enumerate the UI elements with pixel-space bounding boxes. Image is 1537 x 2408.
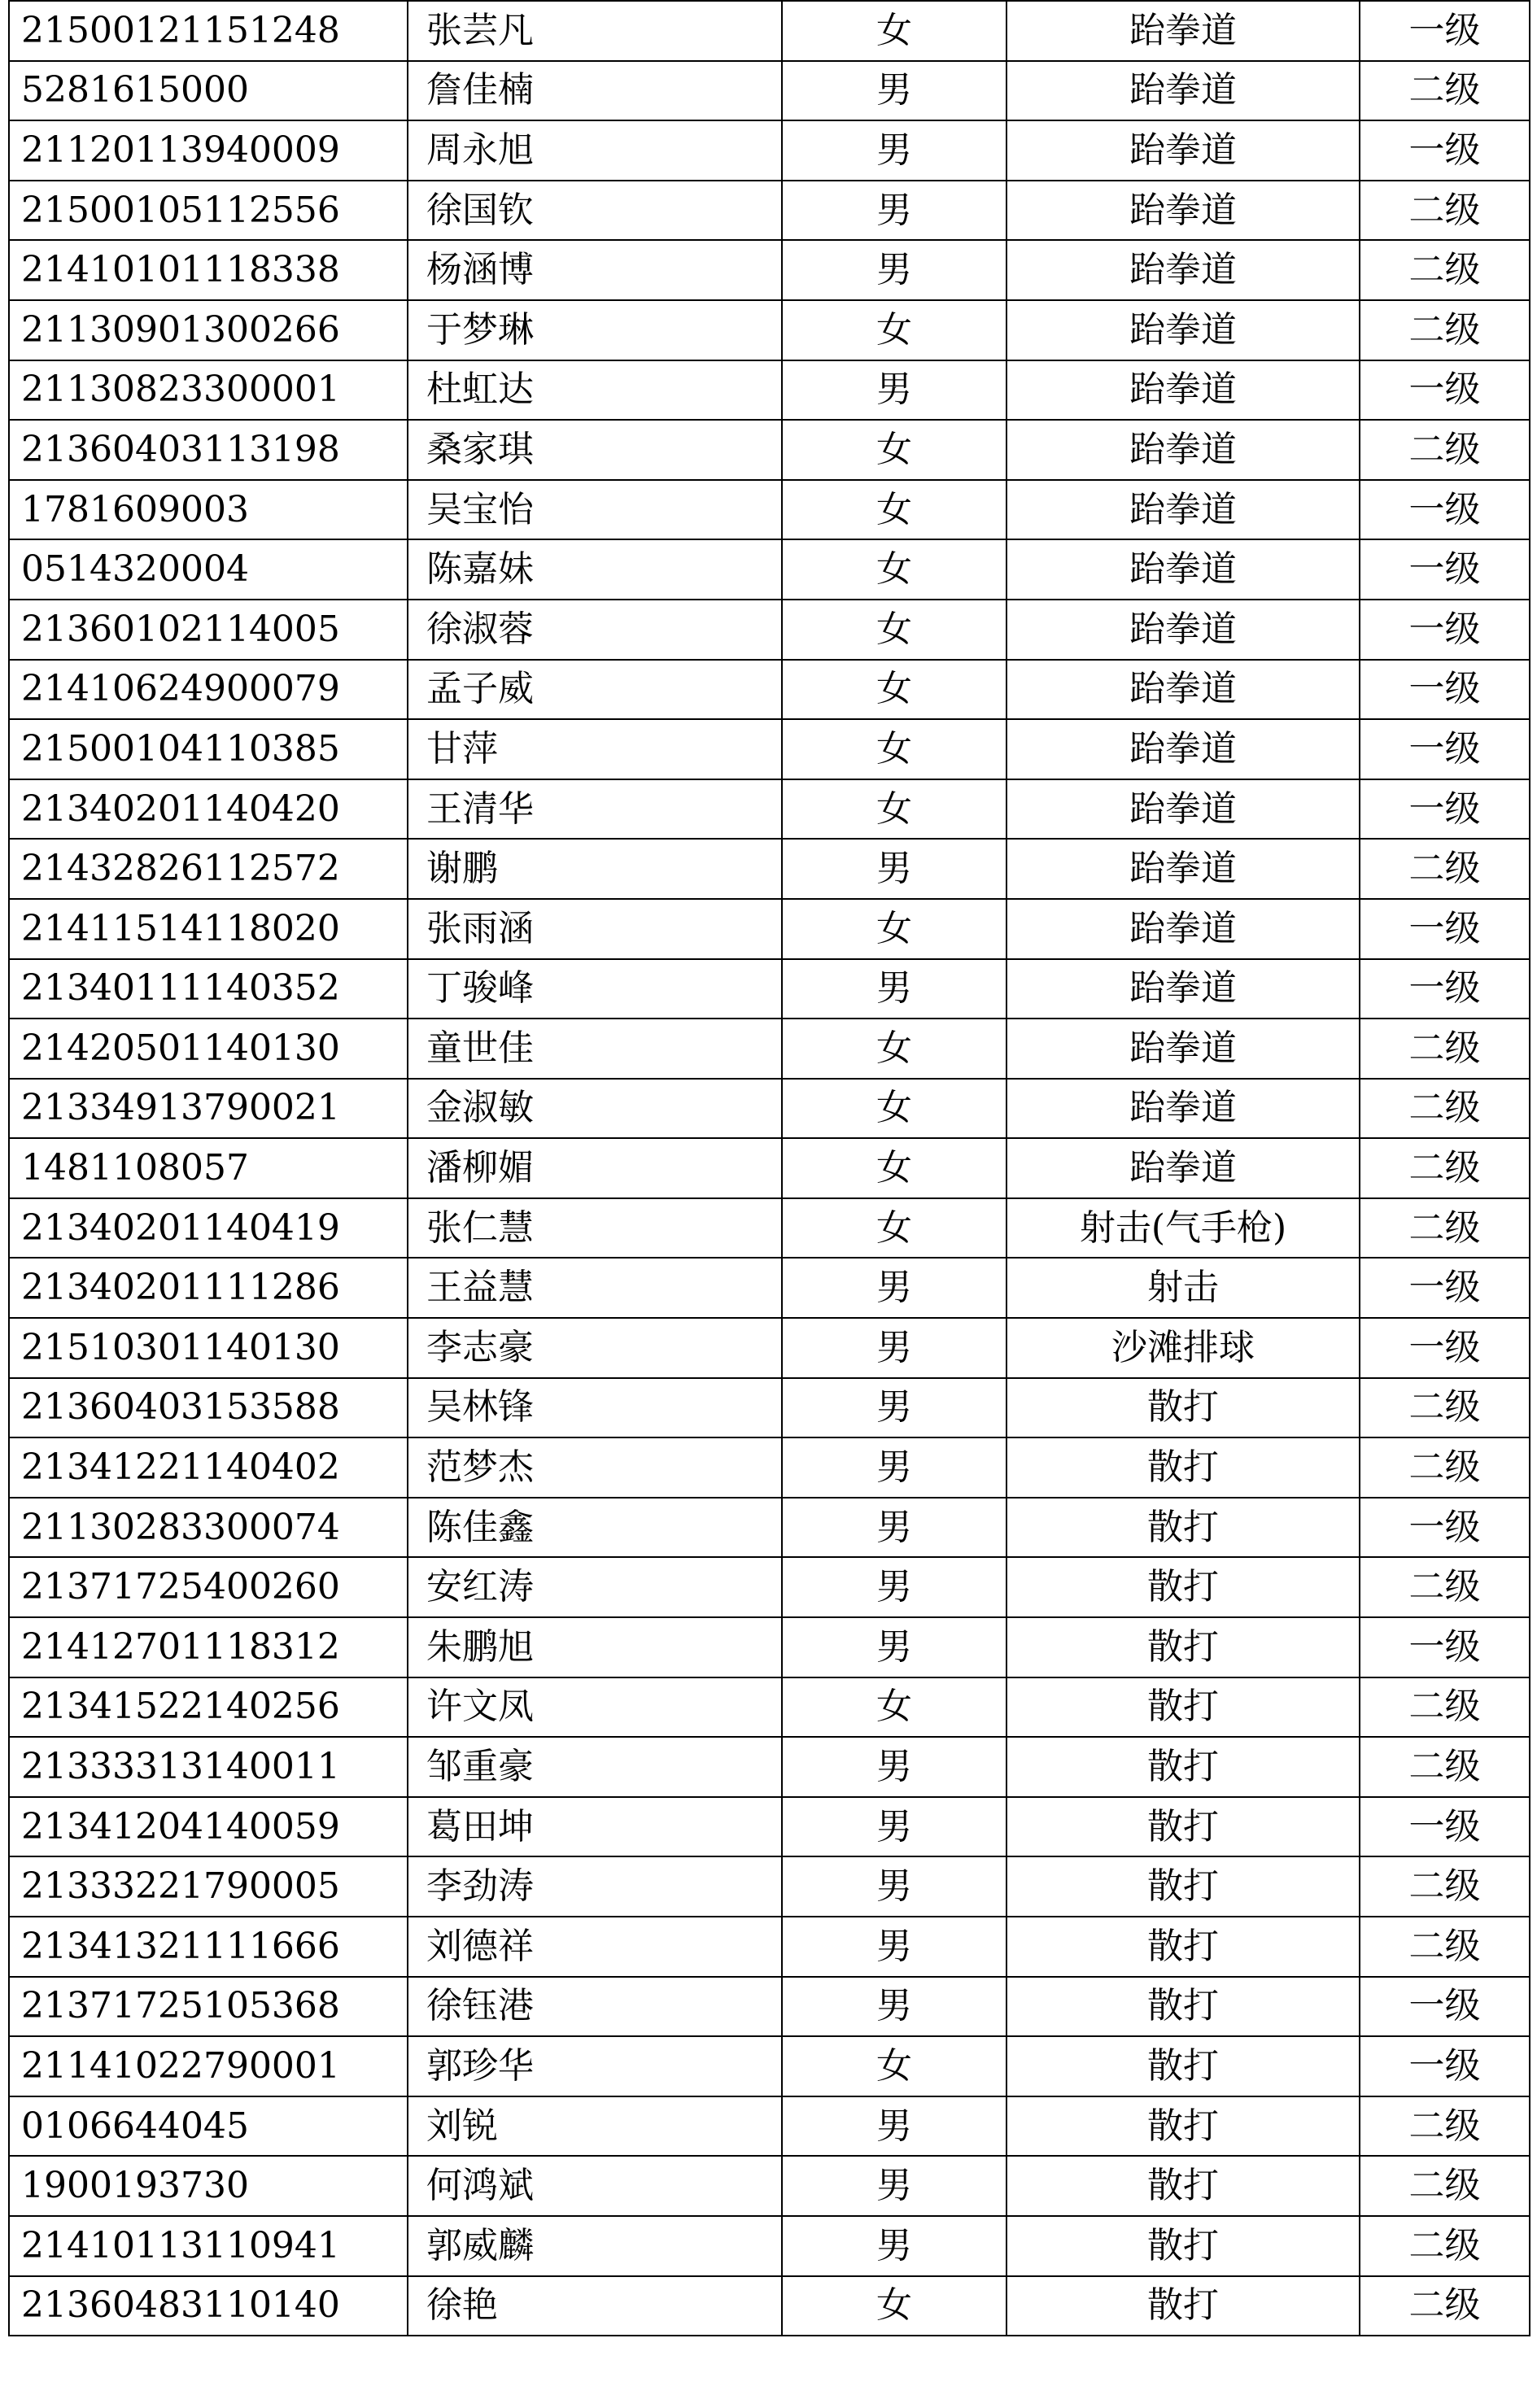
event-cell: 跆拳道: [1006, 420, 1360, 480]
gender-cell: 女: [782, 899, 1006, 959]
cert-number-cell: 21510301140130: [9, 1318, 408, 1378]
gender-cell: 女: [782, 600, 1006, 660]
table-row: [9, 959, 1530, 1019]
event-cell: 跆拳道: [1006, 779, 1360, 840]
event-cell: 跆拳道: [1006, 1019, 1360, 1079]
event-cell: 跆拳道: [1006, 600, 1360, 660]
grade-level-cell: 二级: [1360, 1378, 1530, 1438]
table-row: [9, 1378, 1530, 1438]
athlete-name-cell: 王清华: [408, 779, 782, 840]
grade-level-cell: 二级: [1360, 300, 1530, 360]
gender-cell: 男: [782, 1318, 1006, 1378]
cert-number-cell: 21120113940009: [9, 120, 408, 181]
grade-level-cell: 一级: [1360, 899, 1530, 959]
table-row: [9, 360, 1530, 421]
athlete-name-cell: 周永旭: [408, 120, 782, 181]
event-cell: 散打: [1006, 1856, 1360, 1917]
table-row: [9, 1617, 1530, 1677]
athlete-name-cell: 谢鹏: [408, 839, 782, 899]
table-row: [9, 1917, 1530, 1977]
event-cell: 散打: [1006, 1737, 1360, 1797]
event-cell: 散打: [1006, 1617, 1360, 1677]
event-cell: 跆拳道: [1006, 959, 1360, 1019]
table-row: [9, 480, 1530, 540]
athlete-name-cell: 徐钰港: [408, 1977, 782, 2037]
cert-number-cell: 21500121151248: [9, 1, 408, 61]
table-row: [9, 61, 1530, 121]
grade-level-cell: 一级: [1360, 2036, 1530, 2096]
event-cell: 跆拳道: [1006, 480, 1360, 540]
gender-cell: 男: [782, 1378, 1006, 1438]
cert-number-cell: 1900193730: [9, 2156, 408, 2216]
grade-level-cell: 一级: [1360, 1258, 1530, 1318]
gender-cell: 男: [782, 2216, 1006, 2276]
athlete-name-cell: 张雨涵: [408, 899, 782, 959]
grade-level-cell: 一级: [1360, 1318, 1530, 1378]
grade-level-cell: 一级: [1360, 600, 1530, 660]
athlete-name-cell: 丁骏峰: [408, 959, 782, 1019]
event-cell: 跆拳道: [1006, 899, 1360, 959]
event-cell: 跆拳道: [1006, 1, 1360, 61]
grade-level-cell: 二级: [1360, 61, 1530, 121]
athlete-grade-table: [8, 0, 1530, 2336]
table-row: [9, 1079, 1530, 1139]
gender-cell: 女: [782, 1019, 1006, 1079]
gender-cell: 女: [782, 480, 1006, 540]
event-cell: 跆拳道: [1006, 1079, 1360, 1139]
gender-cell: 男: [782, 959, 1006, 1019]
event-cell: 散打: [1006, 1797, 1360, 1857]
table-row: [9, 300, 1530, 360]
cert-number-cell: 5281615000: [9, 61, 408, 121]
athlete-name-cell: 吴林锋: [408, 1378, 782, 1438]
cert-number-cell: 1481108057: [9, 1138, 408, 1198]
gender-cell: 女: [782, 2276, 1006, 2336]
cert-number-cell: 21341221140402: [9, 1437, 408, 1498]
cert-number-cell: 21420501140130: [9, 1019, 408, 1079]
table-row: [9, 1797, 1530, 1857]
event-cell: 散打: [1006, 1498, 1360, 1558]
grade-level-cell: 二级: [1360, 1557, 1530, 1617]
gender-cell: 男: [782, 360, 1006, 421]
event-cell: 散打: [1006, 1378, 1360, 1438]
athlete-name-cell: 徐国钦: [408, 181, 782, 241]
event-cell: 散打: [1006, 2216, 1360, 2276]
table-row: [9, 240, 1530, 300]
athlete-name-cell: 童世佳: [408, 1019, 782, 1079]
event-cell: 跆拳道: [1006, 719, 1360, 779]
grade-level-cell: 二级: [1360, 240, 1530, 300]
table-row: [9, 1737, 1530, 1797]
grade-level-cell: 二级: [1360, 1138, 1530, 1198]
gender-cell: 女: [782, 1198, 1006, 1259]
cert-number-cell: 21340111140352: [9, 959, 408, 1019]
cert-number-cell: 21371725105368: [9, 1977, 408, 2037]
gender-cell: 女: [782, 2036, 1006, 2096]
event-cell: 跆拳道: [1006, 839, 1360, 899]
event-cell: 散打: [1006, 1977, 1360, 2037]
table-row: [9, 600, 1530, 660]
gender-cell: 男: [782, 1856, 1006, 1917]
athlete-name-cell: 王益慧: [408, 1258, 782, 1318]
event-cell: 射击: [1006, 1258, 1360, 1318]
event-cell: 散打: [1006, 2096, 1360, 2157]
table-row: [9, 899, 1530, 959]
event-cell: 散打: [1006, 2276, 1360, 2336]
event-cell: 射击(气手枪): [1006, 1198, 1360, 1259]
athlete-name-cell: 安红涛: [408, 1557, 782, 1617]
table-row: [9, 1258, 1530, 1318]
grade-level-cell: 一级: [1360, 1617, 1530, 1677]
gender-cell: 男: [782, 1258, 1006, 1318]
gender-cell: 女: [782, 1, 1006, 61]
gender-cell: 女: [782, 1138, 1006, 1198]
table-row: [9, 1498, 1530, 1558]
grade-level-cell: 一级: [1360, 719, 1530, 779]
grade-level-cell: 一级: [1360, 1498, 1530, 1558]
grade-level-cell: 二级: [1360, 420, 1530, 480]
athlete-name-cell: 邹重豪: [408, 1737, 782, 1797]
athlete-name-cell: 孟子威: [408, 660, 782, 720]
table-row: [9, 181, 1530, 241]
table-row: [9, 1856, 1530, 1917]
event-cell: 跆拳道: [1006, 120, 1360, 181]
cert-number-cell: 21333221790005: [9, 1856, 408, 1917]
grade-level-cell: 一级: [1360, 1797, 1530, 1857]
grade-level-cell: 二级: [1360, 1198, 1530, 1259]
athlete-name-cell: 李志豪: [408, 1318, 782, 1378]
cert-number-cell: 1781609003: [9, 480, 408, 540]
gender-cell: 女: [782, 420, 1006, 480]
grade-level-cell: 二级: [1360, 1856, 1530, 1917]
athlete-name-cell: 于梦琳: [408, 300, 782, 360]
event-cell: 跆拳道: [1006, 539, 1360, 600]
gender-cell: 男: [782, 839, 1006, 899]
athlete-name-cell: 金淑敏: [408, 1079, 782, 1139]
event-cell: 跆拳道: [1006, 300, 1360, 360]
athlete-name-cell: 张仁慧: [408, 1198, 782, 1259]
cert-number-cell: 21500105112556: [9, 181, 408, 241]
cert-number-cell: 21360403153588: [9, 1378, 408, 1438]
gender-cell: 男: [782, 1498, 1006, 1558]
gender-cell: 男: [782, 2096, 1006, 2157]
gender-cell: 男: [782, 1557, 1006, 1617]
grade-level-cell: 二级: [1360, 1677, 1530, 1738]
gender-cell: 女: [782, 779, 1006, 840]
cert-number-cell: 21341522140256: [9, 1677, 408, 1738]
gender-cell: 男: [782, 1437, 1006, 1498]
athlete-name-cell: 詹佳楠: [408, 61, 782, 121]
cert-number-cell: 21360102114005: [9, 600, 408, 660]
athlete-name-cell: 李劲涛: [408, 1856, 782, 1917]
cert-number-cell: 21410101118338: [9, 240, 408, 300]
athlete-name-cell: 陈佳鑫: [408, 1498, 782, 1558]
athlete-name-cell: 范梦杰: [408, 1437, 782, 1498]
gender-cell: 男: [782, 120, 1006, 181]
athlete-name-cell: 郭威麟: [408, 2216, 782, 2276]
table-row: [9, 2036, 1530, 2096]
athlete-name-cell: 刘锐: [408, 2096, 782, 2157]
table-row: [9, 1, 1530, 61]
grade-level-cell: 二级: [1360, 2156, 1530, 2216]
event-cell: 散打: [1006, 1677, 1360, 1738]
event-cell: 跆拳道: [1006, 240, 1360, 300]
grade-level-cell: 二级: [1360, 2276, 1530, 2336]
grade-level-cell: 二级: [1360, 181, 1530, 241]
cert-number-cell: 21141022790001: [9, 2036, 408, 2096]
cert-number-cell: 0514320004: [9, 539, 408, 600]
table-row: [9, 660, 1530, 720]
gender-cell: 男: [782, 1797, 1006, 1857]
table-row: [9, 719, 1530, 779]
grade-level-cell: 二级: [1360, 1737, 1530, 1797]
athlete-name-cell: 甘萍: [408, 719, 782, 779]
table-row: [9, 120, 1530, 181]
cert-number-cell: 21360403113198: [9, 420, 408, 480]
cert-number-cell: 0106644045: [9, 2096, 408, 2157]
cert-number-cell: 21341321111666: [9, 1917, 408, 1977]
table-row: [9, 2096, 1530, 2157]
table-row: [9, 2276, 1530, 2336]
athlete-name-cell: 张芸凡: [408, 1, 782, 61]
cert-number-cell: 21130283300074: [9, 1498, 408, 1558]
event-cell: 沙滩排球: [1006, 1318, 1360, 1378]
cert-number-cell: 21130823300001: [9, 360, 408, 421]
cert-number-cell: 21500104110385: [9, 719, 408, 779]
table-row: [9, 1019, 1530, 1079]
gender-cell: 男: [782, 61, 1006, 121]
grade-level-cell: 二级: [1360, 1917, 1530, 1977]
event-cell: 跆拳道: [1006, 181, 1360, 241]
grade-level-cell: 一级: [1360, 120, 1530, 181]
gender-cell: 女: [782, 1079, 1006, 1139]
event-cell: 跆拳道: [1006, 360, 1360, 421]
athlete-name-cell: 许文凤: [408, 1677, 782, 1738]
cert-number-cell: 21340201140420: [9, 779, 408, 840]
gender-cell: 男: [782, 2156, 1006, 2216]
table-row: [9, 779, 1530, 840]
cert-number-cell: 21412701118312: [9, 1617, 408, 1677]
cert-number-cell: 21333313140011: [9, 1737, 408, 1797]
cert-number-cell: 21360483110140: [9, 2276, 408, 2336]
athlete-name-cell: 何鸿斌: [408, 2156, 782, 2216]
grade-level-cell: 一级: [1360, 779, 1530, 840]
gender-cell: 女: [782, 660, 1006, 720]
cert-number-cell: 21130901300266: [9, 300, 408, 360]
athlete-name-cell: 桑家琪: [408, 420, 782, 480]
grade-level-cell: 二级: [1360, 839, 1530, 899]
grade-level-cell: 一级: [1360, 660, 1530, 720]
athlete-name-cell: 潘柳媚: [408, 1138, 782, 1198]
grade-level-cell: 一级: [1360, 959, 1530, 1019]
athlete-name-cell: 陈嘉妹: [408, 539, 782, 600]
table-row: [9, 1198, 1530, 1259]
gender-cell: 男: [782, 1977, 1006, 2037]
gender-cell: 女: [782, 719, 1006, 779]
cert-number-cell: 21334913790021: [9, 1079, 408, 1139]
gender-cell: 男: [782, 181, 1006, 241]
table-row: [9, 1138, 1530, 1198]
table-row: [9, 1318, 1530, 1378]
table-row: [9, 420, 1530, 480]
athlete-name-cell: 杨涵博: [408, 240, 782, 300]
event-cell: 散打: [1006, 1557, 1360, 1617]
gender-cell: 女: [782, 1677, 1006, 1738]
athlete-name-cell: 葛田坤: [408, 1797, 782, 1857]
athlete-name-cell: 徐淑蓉: [408, 600, 782, 660]
table-row: [9, 1977, 1530, 2037]
athlete-name-cell: 徐艳: [408, 2276, 782, 2336]
athlete-name-cell: 朱鹏旭: [408, 1617, 782, 1677]
event-cell: 散打: [1006, 2036, 1360, 2096]
grade-level-cell: 一级: [1360, 360, 1530, 421]
gender-cell: 男: [782, 1617, 1006, 1677]
grade-level-cell: 一级: [1360, 1, 1530, 61]
grade-level-cell: 二级: [1360, 1437, 1530, 1498]
table-row: [9, 839, 1530, 899]
cert-number-cell: 21411514118020: [9, 899, 408, 959]
grade-level-cell: 一级: [1360, 480, 1530, 540]
grade-level-cell: 一级: [1360, 539, 1530, 600]
cert-number-cell: 21371725400260: [9, 1557, 408, 1617]
cert-number-cell: 21340201140419: [9, 1198, 408, 1259]
event-cell: 散打: [1006, 1917, 1360, 1977]
table-body: [9, 1, 1530, 2336]
event-cell: 散打: [1006, 1437, 1360, 1498]
gender-cell: 男: [782, 1737, 1006, 1797]
grade-level-cell: 二级: [1360, 1079, 1530, 1139]
table-row: [9, 2216, 1530, 2276]
cert-number-cell: 21340201111286: [9, 1258, 408, 1318]
cert-number-cell: 21410624900079: [9, 660, 408, 720]
gender-cell: 男: [782, 240, 1006, 300]
grade-level-cell: 二级: [1360, 2096, 1530, 2157]
gender-cell: 男: [782, 1917, 1006, 1977]
event-cell: 跆拳道: [1006, 1138, 1360, 1198]
athlete-name-cell: 郭珍华: [408, 2036, 782, 2096]
grade-level-cell: 一级: [1360, 1977, 1530, 2037]
athlete-name-cell: 杜虹达: [408, 360, 782, 421]
athlete-name-cell: 吴宝怡: [408, 480, 782, 540]
grade-level-cell: 二级: [1360, 2216, 1530, 2276]
gender-cell: 女: [782, 300, 1006, 360]
athlete-grade-table-page: [8, 0, 1529, 2405]
gender-cell: 女: [782, 539, 1006, 600]
grade-level-cell: 二级: [1360, 1019, 1530, 1079]
event-cell: 散打: [1006, 2156, 1360, 2216]
table-row: [9, 1437, 1530, 1498]
cert-number-cell: 21432826112572: [9, 839, 408, 899]
table-row: [9, 1677, 1530, 1738]
cert-number-cell: 21341204140059: [9, 1797, 408, 1857]
event-cell: 跆拳道: [1006, 61, 1360, 121]
table-row: [9, 1557, 1530, 1617]
table-row: [9, 2156, 1530, 2216]
athlete-name-cell: 刘德祥: [408, 1917, 782, 1977]
event-cell: 跆拳道: [1006, 660, 1360, 720]
cert-number-cell: 21410113110941: [9, 2216, 408, 2276]
table-row: [9, 539, 1530, 600]
